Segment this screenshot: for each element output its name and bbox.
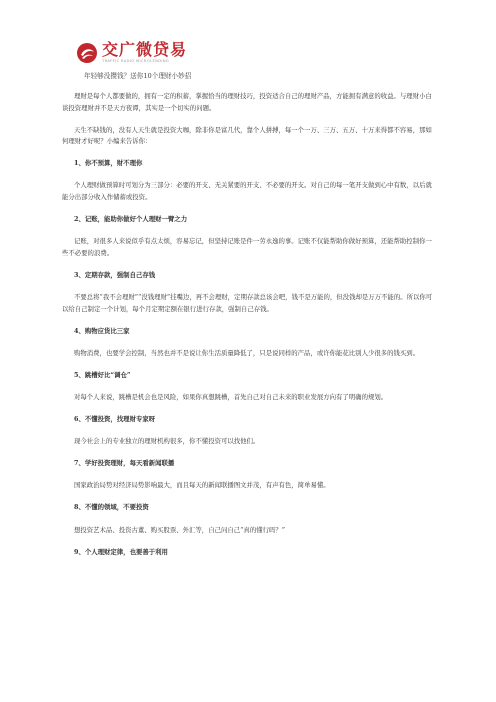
body-paragraph: 购物消费，也要学会控制，当然也并不是说让你生活质量降低了，只是说同样的产品，或许你能花比别人少很多的钱买到。	[74, 348, 420, 357]
section-heading: 4、购物应货比三家	[74, 326, 130, 335]
body-paragraph: 理财是每个人都要做的，拥有一定的积蓄，掌握恰当的理财技巧，投资适合自己的理财产品，方能拥有满意的收益。与理财小白谈投资理财并不是天方夜谭，其实是一个切实的问题。	[62, 92, 432, 112]
section-heading: 9、个人理财定律，也要善于利用	[74, 547, 168, 556]
body-paragraph: 个人理财做预算时可划分为三部分：必要的开支、无关紧要的开支、不必要的开支。对自己的每一笔开支做到心中有数，以后就能分出部分收入作储蓄或投资。	[62, 181, 432, 202]
section-heading: 8、不懂的领域，不要投资	[74, 503, 149, 512]
article-title: 年轻够没攒钱？送你10个理财小妙招	[84, 72, 192, 80]
article-body	[62, 91, 434, 569]
body-paragraph: 天生不缺钱的，没有人天生就是投资大咖，除非你是富几代，靠个人拼搏，每一个一万、三万、五万、十万来得都不容易，那如何理财才好呢？小编来告诉你：	[62, 125, 432, 146]
body-paragraph: 国家政治局势对经济局势影响最大，而且每天的新闻联播图文并茂，有声有色，简单易懂。	[74, 481, 330, 490]
body-paragraph: 想投资艺术品、投资古董、购买股票、外汇等，自己问自己“真的懂行吗？”	[74, 525, 286, 534]
body-paragraph: 现今社会上的专业独立的理财机构很多，你不懂投资可以找他们。	[74, 437, 260, 446]
brand-subtitle: TRAFFIC RADIO MICROLENDING	[102, 59, 170, 64]
brand-header	[76, 38, 187, 68]
section-heading: 6、不懂投资，找理财专家呀	[74, 415, 156, 424]
brand-text	[102, 42, 187, 64]
section-heading: 7、学好投资理财，每天看新闻联播	[74, 459, 175, 468]
brand-logo-icon	[76, 42, 98, 64]
brand-name: 交广微贷易	[102, 40, 188, 60]
section-heading: 1、你不预算，财不理你	[74, 159, 143, 168]
section-heading: 2、记账，能助你做好个人理财一臂之力	[74, 215, 188, 224]
section-heading: 5、跳槽好比“调仓”	[74, 370, 131, 379]
body-paragraph: 记账，对很多人来说似乎有点太烦，容易忘记，但坚持记账是件一劳永逸的事。记账不仅能帮助你做好预算，还能帮助控制你一些不必要的浪费。	[62, 237, 432, 257]
section-heading: 3、定期存款，强制自己存钱	[74, 270, 156, 279]
body-paragraph: 对每个人来说，跳槽是机会也是风险，如果你真想跳槽，首先自己对自己未来的职业发展方向有了明确的规划。	[74, 393, 388, 401]
body-paragraph: 不要总将“我不会理财”“没钱理财”挂嘴边，再不会理财，定期存款总该会吧，钱不是万能的，但没钱却是万万不能的。所以你可以给自己制定一个计划，每个月定期定额在银行进行存款，强制自己存钱。	[62, 293, 433, 313]
